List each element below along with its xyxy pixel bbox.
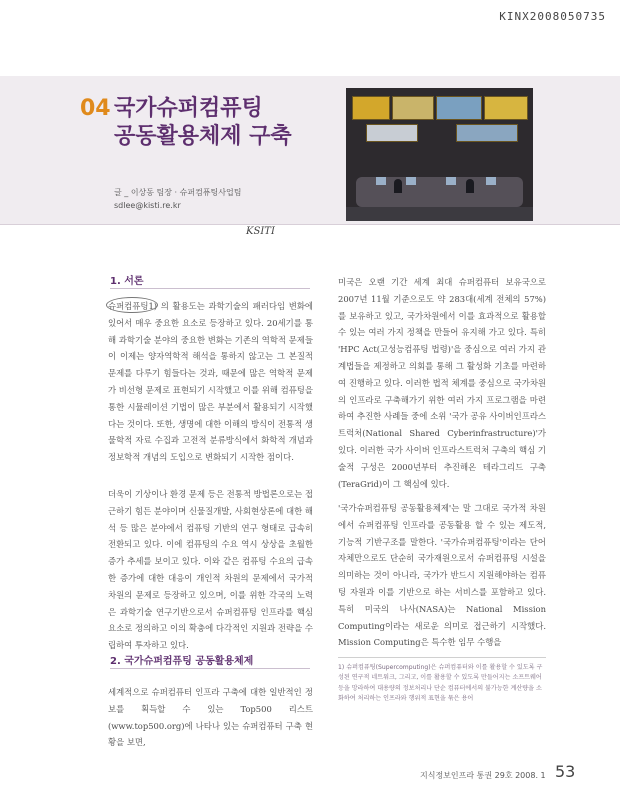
left-paragraph-2: 더욱이 기상이나 환경 문제 등은 전통적 방법론으로는 접근하기 힘든 분야이며 신물질개발, 사회현상론에 대한 해석 등 많은 분야에서 컴퓨팅 기반의 연구 형태로 급속히 전환되고 있다. 이에 컴퓨팅의 수요 역시 상상을 초월한 증가 추세를 보이고 있다. 이와 같은 컴퓨팅 수요의 급속한 증가에 대한 대응이 개인적 차원의 문제에서 국가적 차원의 문제로 등장하고 있으며, 이를 위한 각국의 노력은 과학기술 연구기반으로서 슈퍼컴퓨팅 인프라를 핵심 요소로 정의하고 이의 확충에 다각적인 지원과 전략을 수립하여 투자하고 있다.	[108, 489, 313, 651]
wall-screen	[366, 124, 418, 142]
wall-screen	[484, 96, 528, 120]
monitor	[446, 177, 456, 185]
person	[466, 179, 474, 193]
page-number: 53	[555, 762, 576, 781]
title-line-1: 국가슈퍼컴퓨팅	[114, 96, 263, 121]
right-paragraph-2: '국가슈퍼컴퓨팅 공동활용체제'는 말 그대로 국가적 차원에서 슈퍼컴퓨팅 인프라를 공동활용 할 수 있는 제도적, 기능적 기반구조를 말한다. '국가슈퍼컴퓨팅'이라는 단어 자체만으로도 단순히 국가재원으로서 슈퍼컴퓨팅 시설을 의미하는 것이 아니라, 국가가 반드시 지원해야하는 컴퓨팅 자원과 이를 기반으로 하는 서비스를 포함하고 있다. 특히 미국의 나사(NASA)는 National Mission Computing이라는 새로운 의미로 접근하기 시작했다. Mission Computing은 특수한 임무 수행을	[338, 503, 546, 648]
article-number: 04	[80, 96, 111, 121]
monitor	[376, 177, 386, 185]
wall-screen	[436, 96, 482, 120]
article-title	[114, 95, 292, 151]
section-1-title: 1. 서론	[110, 276, 144, 287]
section-rule	[110, 668, 310, 669]
document-id: KINX2008050735	[499, 10, 606, 23]
right-paragraph-1: 미국은 오랜 기간 세계 최대 슈퍼컴퓨터 보유국으로 2007년 11월 기준으로도 약 283대(세계 전체의 57%)를 보유하고 있고, 국가차원에서 이를 효과적으로 활용할 수 있는 여러 가지 정책을 만들어 유지해 가고 있다. 특히 'HPC Act(고성능컴퓨팅 법령)'을 중심으로 여러 가지 관계법들을 제정하고 의회를 통해 그 활성화 기초를 마련하여 진행하고 있다. 이러한 법적 체계를 중심으로 국가차원의 인프라로 구축해가기 위한 여러 가지 프로그램을 마련하여 추진한 사례들 중에 소위 '국가 공유 사이버인프라스트럭처(National Shared Cyberinfrastructure)'가 있다. 이러한 국가 사이버 인프라스트럭처 구축의 핵심 기술적 구성은 2000년부터 추진해온 테라그리드 구축(TeraGrid)이 그 핵심에 있다.	[338, 277, 546, 489]
wall-screen	[392, 96, 434, 120]
monitor	[486, 177, 496, 185]
author-email: sdlee@kisti.re.kr	[114, 201, 181, 210]
left-paragraph-3: 세계적으로 슈퍼컴퓨터 인프라 구축에 대한 일반적인 정보를 획득할 수 있는 Top500 리스트(www.top500.org)에 나타나 있는 슈퍼컴퓨터 구축 현황을 보면,	[108, 687, 313, 748]
left-paragraph-1: 슈퍼컴퓨팅1) 의 활용도는 과학기술의 패러다임 변화에 있어서 매우 중요한 요소로 등장하고 있다. 20세기를 통해 과학기술 분야의 중요한 변화는 기존의 역학적 문제들이 이제는 양자역학적 해석을 통하지 않고는 그 본질적 문제를 다루기 힘들다는 것과, 때문에 많은 역학적 문제가 비선형 문제로 표현되기 시작했고 이를 위해 컴퓨팅을 통한 시뮬레이션 기법이 많은 부분에서 활용되기 시작했다는 것이다. 또한, 생명에 대한 이해의 방식이 전통적 생물학적 자료 수집과 고전적 분류방식에서 화학적 개념과 정보학적 개념의 도입으로 변화되기 시작한 점이다.	[108, 301, 313, 463]
right-column-2	[338, 500, 546, 651]
left-column-3	[108, 684, 313, 751]
handwritten-circle	[106, 297, 158, 313]
control-room-photo	[346, 88, 533, 221]
title-line-2: 공동활용체제 구축	[114, 124, 292, 149]
author-line: 글 _ 이상동 팀장 · 슈퍼컴퓨팅사업팀	[114, 188, 242, 197]
author-block	[114, 186, 241, 212]
section-2-title: 2. 국가슈퍼컴퓨팅 공동활용체제	[110, 656, 254, 667]
person	[394, 179, 402, 193]
journal-footer: 지식정보인프라 통권 29호 2008. 1	[420, 771, 546, 780]
section-heading-1	[110, 272, 144, 287]
header-divider	[0, 224, 620, 225]
handwritten-note: KSITI	[246, 226, 275, 237]
left-column-2	[108, 486, 313, 654]
left-column	[108, 298, 313, 466]
monitor	[406, 177, 416, 185]
wall-screen	[352, 96, 390, 120]
floor	[346, 207, 533, 221]
footnote-rule	[338, 657, 546, 658]
section-rule	[110, 288, 310, 289]
section-heading-2	[110, 652, 253, 667]
wall-screen	[456, 124, 518, 142]
footnote: 1) 슈퍼컴퓨팅(Supercomputing)은 슈퍼컴퓨터와 이를 활용할 수 있도록 구성된 연구적 네트워크, 그리고, 이를 활용할 수 있도록 만들어지는 소프트웨어 등을 망라하여 대용량의 정보처리나 단순 컴퓨터에서의 불가능한 계산량을 소화하여 처리하는 인프라와 행위적 표현을 묶은 용어	[338, 664, 543, 703]
right-column	[338, 274, 546, 492]
